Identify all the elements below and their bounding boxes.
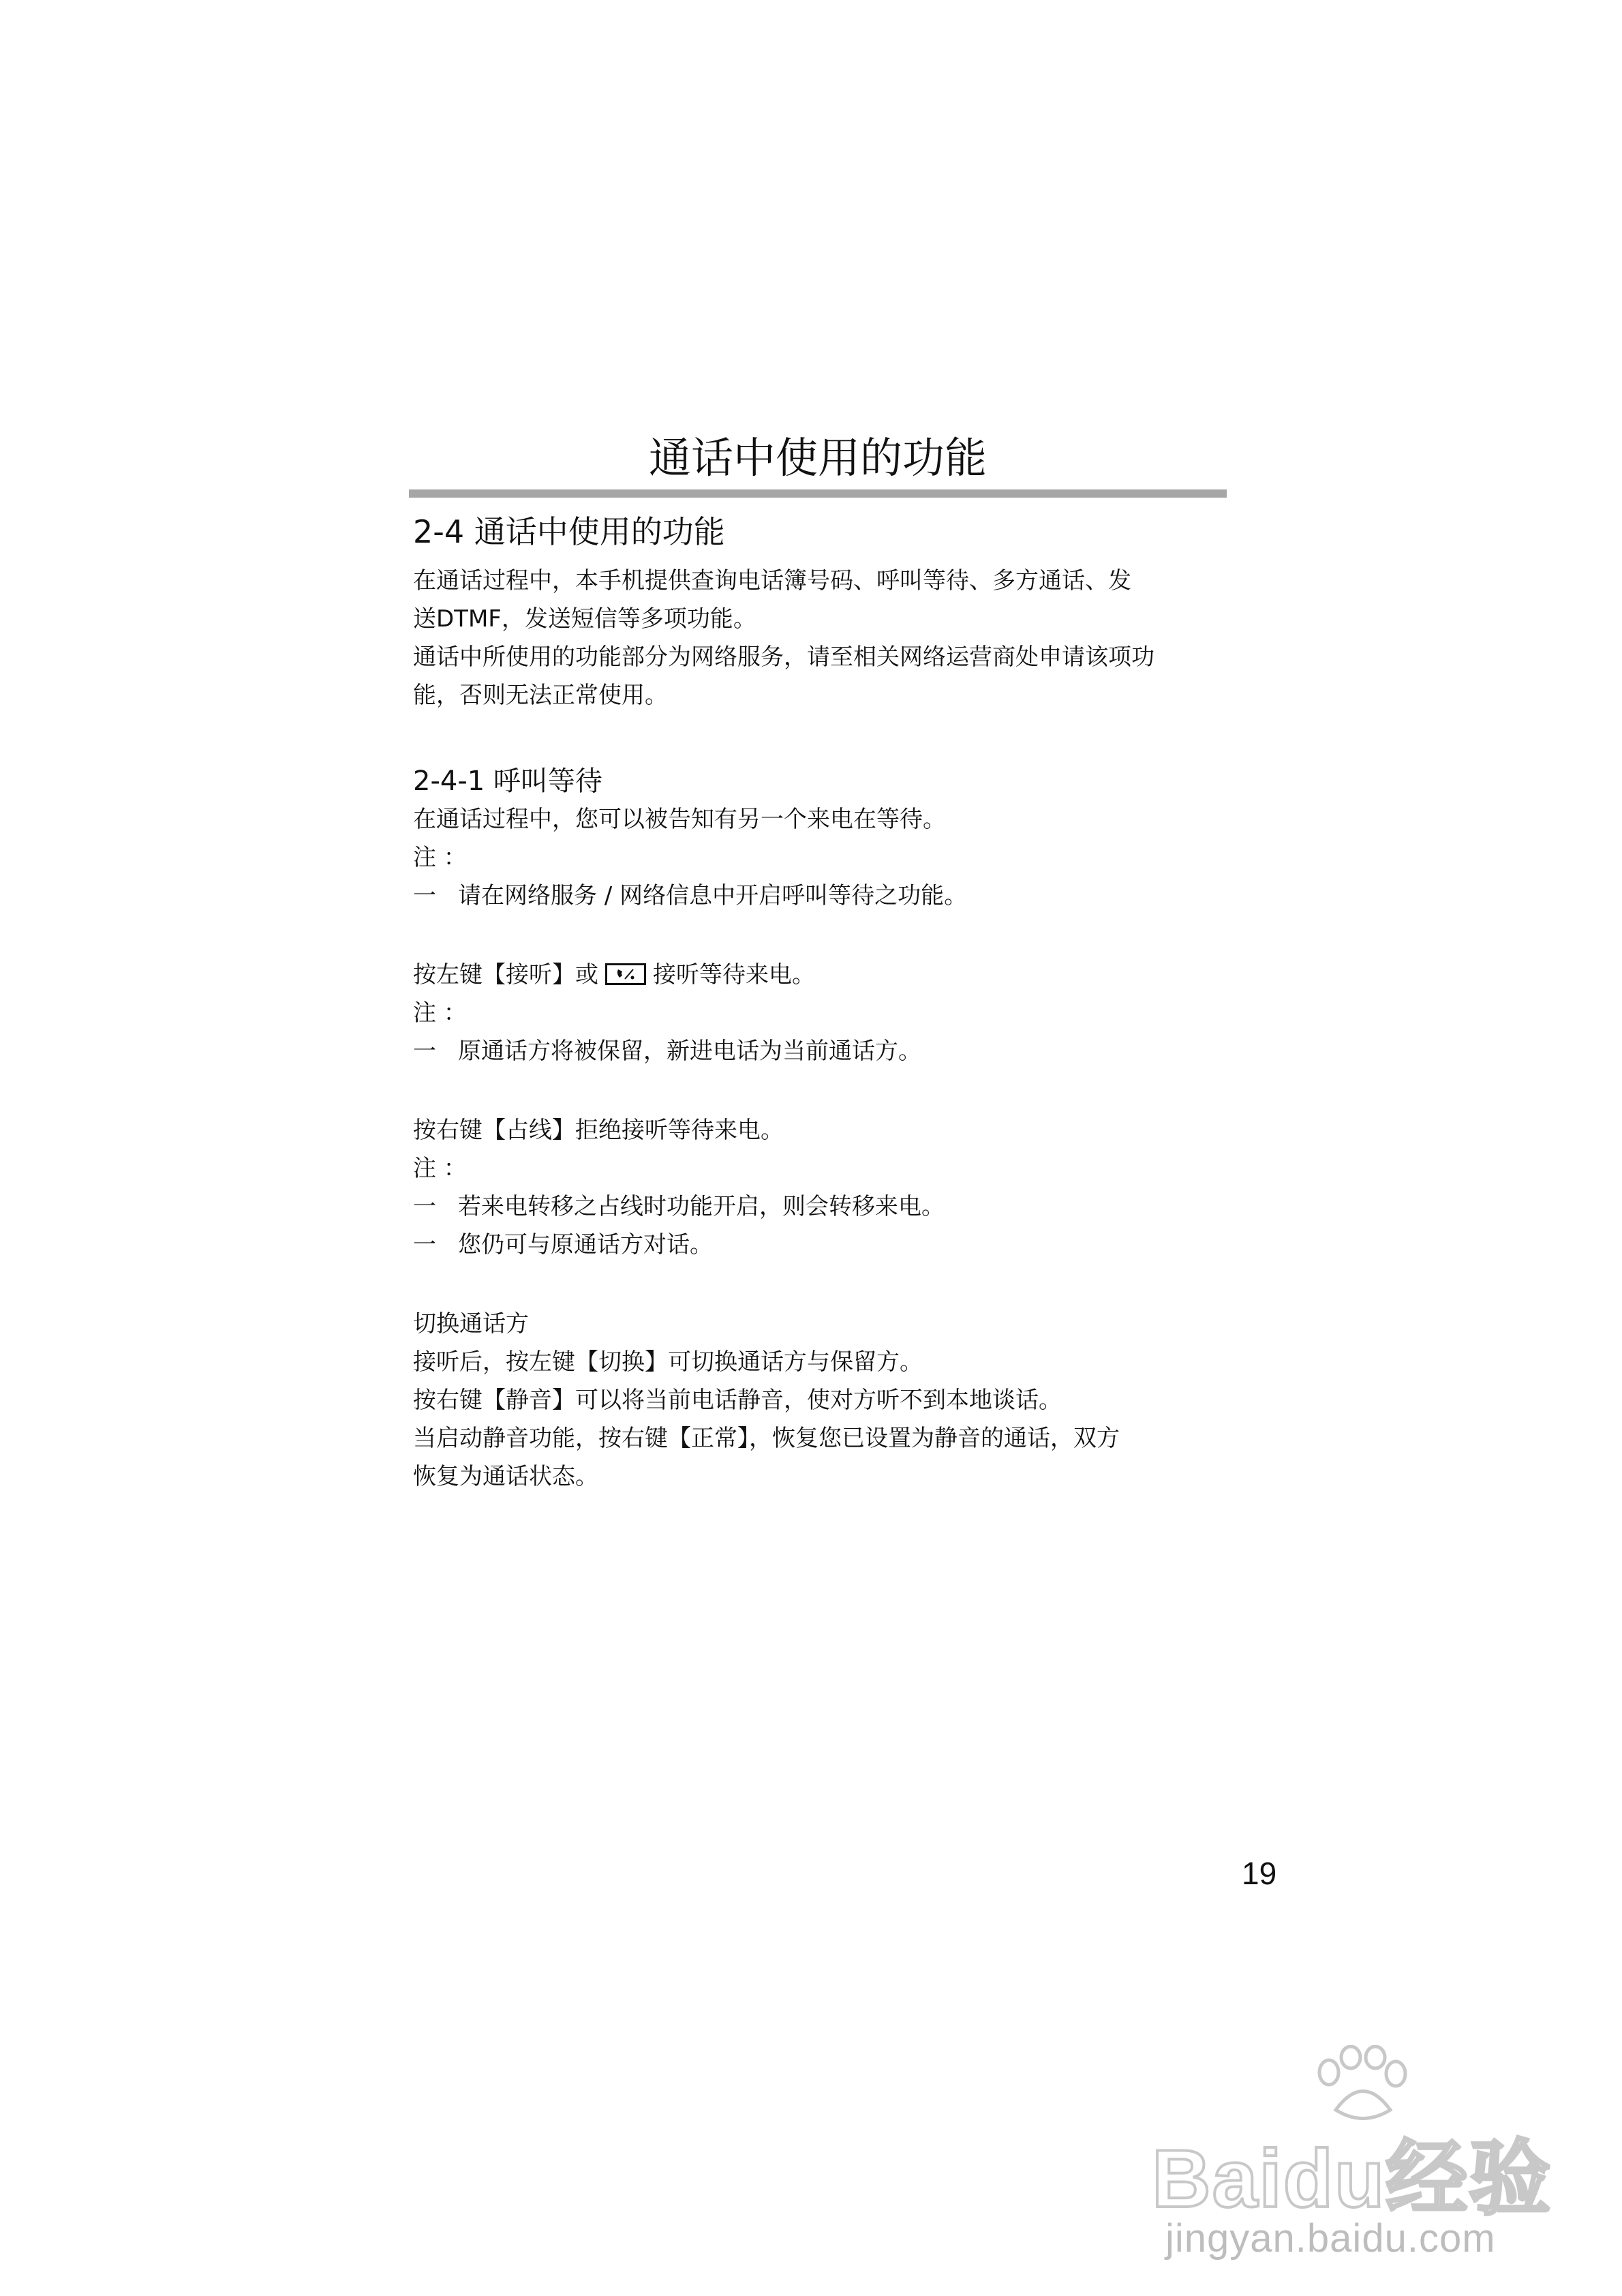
baidu-watermark xyxy=(1152,2045,1561,2277)
switch-line-2: 按右键【静音】可以将当前电话静音，使对方听不到本地谈话。 xyxy=(413,1387,1062,1414)
switch-line-4: 恢复为通话状态。 xyxy=(413,1463,598,1490)
title-underline xyxy=(409,489,1227,498)
intro-line-4: 能，否则无法正常使用。 xyxy=(413,682,668,709)
intro-line-3: 通话中所使用的功能部分为网络服务，请至相关网络运营商处申请该项功 xyxy=(413,644,1154,671)
dash-bullet: 一 xyxy=(413,1038,436,1065)
subsection-heading: 2-4-1 呼叫等待 xyxy=(413,766,602,797)
page-title: 通话中使用的功能 xyxy=(648,433,987,483)
switch-heading: 切换通话方 xyxy=(413,1310,529,1338)
answer-instruction xyxy=(413,956,1227,994)
note-label-1: 注 ： xyxy=(413,844,467,871)
note-text: 请在网络服务 / 网络信息中开启呼叫等待之功能。 xyxy=(458,882,968,909)
note-text: 若来电转移之占线时功能开启，则会转移来电。 xyxy=(458,1193,945,1220)
dash-bullet: 一 xyxy=(413,1193,436,1220)
reject-instruction: 按右键【占线】拒绝接听等待来电。 xyxy=(413,1117,784,1144)
note-item-1 xyxy=(413,877,1227,915)
watermark-brand: Baidu经验 xyxy=(1152,2133,1552,2224)
switch-line-3: 当启动静音功能，按右键【正常】，恢复您已设置为静音的通话，双方 xyxy=(413,1425,1120,1452)
switch-line-1: 接听后，按左键【切换】可切换通话方与保留方。 xyxy=(413,1348,923,1376)
call-waiting-description: 在通话过程中，您可以被告知有另一个来电在等待。 xyxy=(413,806,946,833)
intro-line-1: 在通话过程中，本手机提供查询电话簿号码、呼叫等待、多方通话、发 xyxy=(413,567,1131,594)
page-content xyxy=(413,510,1227,1496)
note-label-3: 注 ： xyxy=(413,1155,467,1182)
intro-line-2: 送DTMF，发送短信等多项功能。 xyxy=(413,605,756,633)
answer-text-post: 接听等待来电。 xyxy=(653,961,815,988)
note-text: 原通话方将被保留，新进电话为当前通话方。 xyxy=(458,1038,921,1065)
note-text: 您仍可与原通话方对话。 xyxy=(458,1231,713,1258)
note-item-3a xyxy=(413,1188,1227,1226)
note-item-3b xyxy=(413,1226,1227,1264)
note-item-2 xyxy=(413,1032,1227,1070)
call-key-icon xyxy=(605,963,646,985)
dash-bullet: 一 xyxy=(413,1231,436,1258)
page-number: 19 xyxy=(1242,1856,1277,1891)
note-label-2: 注 ： xyxy=(413,999,467,1027)
dash-bullet: 一 xyxy=(413,882,436,909)
watermark-url: jingyan.baidu.com xyxy=(1165,2216,1496,2261)
section-heading: 2-4 通话中使用的功能 xyxy=(413,513,725,550)
answer-text-pre: 按左键【接听】或 xyxy=(413,961,598,988)
